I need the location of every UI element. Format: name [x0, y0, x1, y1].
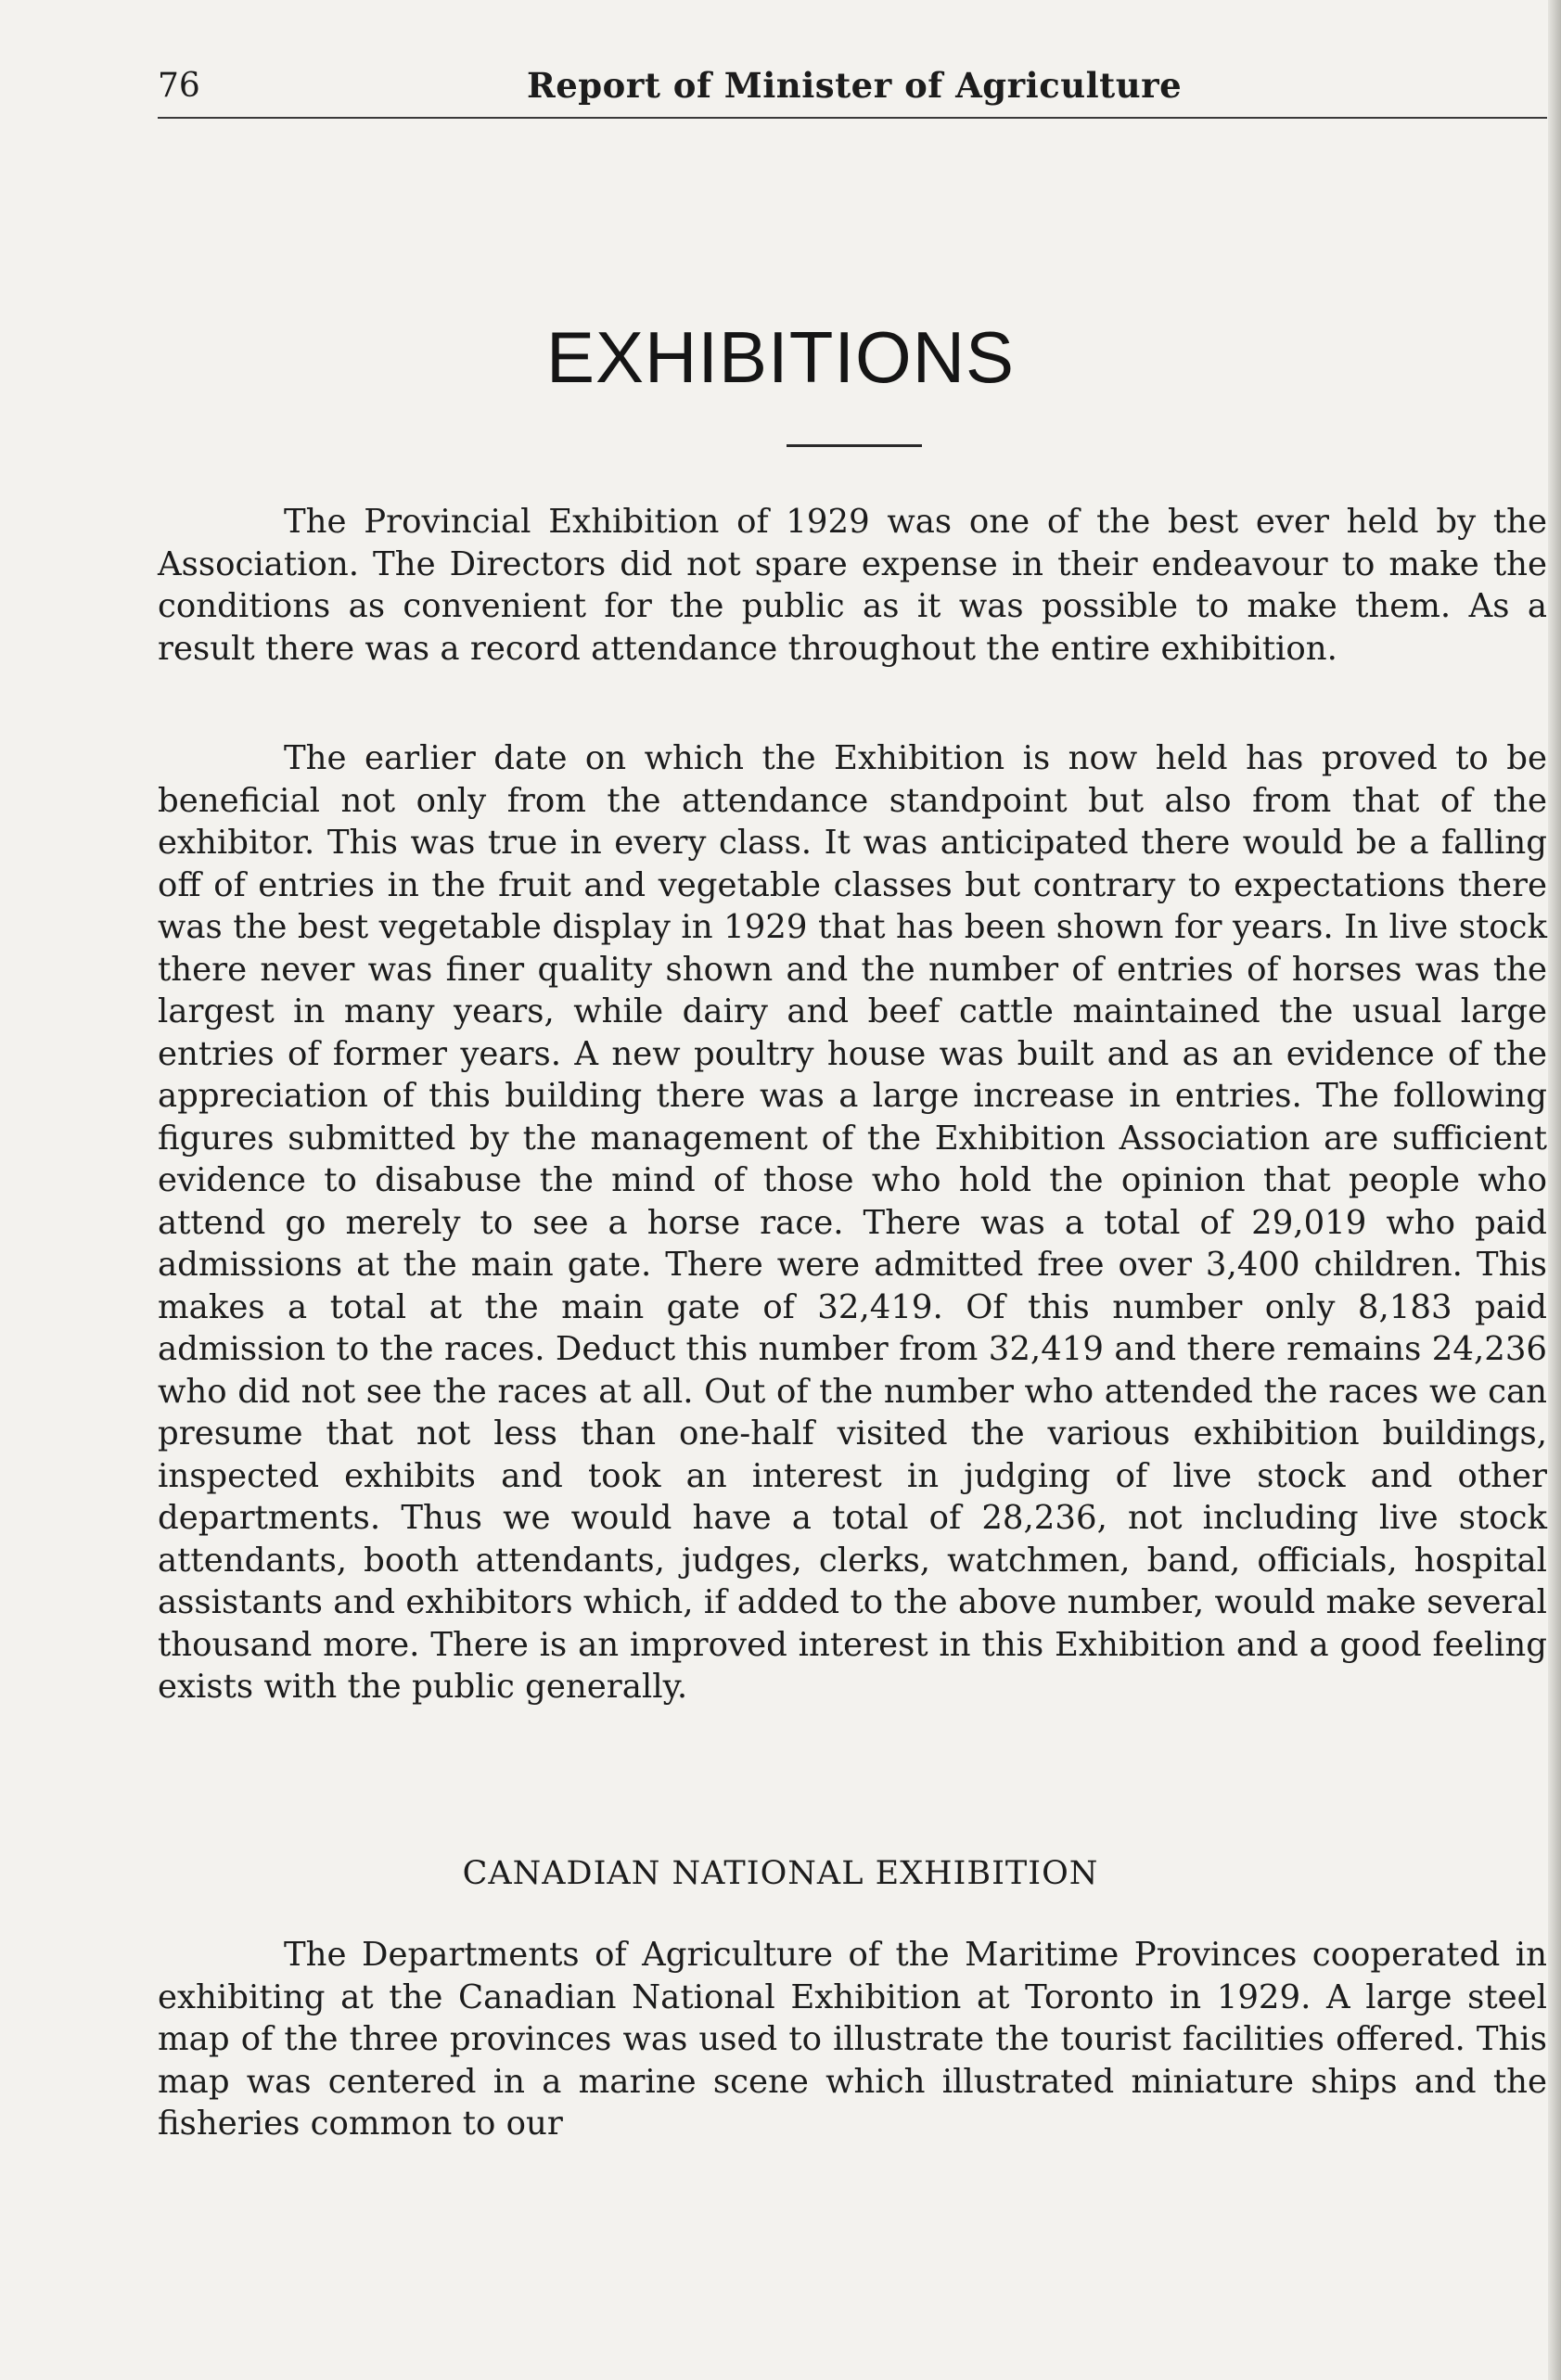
page-edge-shadow	[1548, 0, 1561, 2380]
paragraph-text: The earlier date on which the Exhibition is now held has proved to be beneficial not only from the attendance standpoint but also from that of the exhibitor. This was true in every class. It was anticipated there would be a falling off of entries in the fruit and vegetable classes but contrary to expectations there was the best vegetable display in 1929 that has been shown for years. In live stock there never was finer quality shown and the number of entries of horses was the largest in many years, while dairy and beef cattle maintained the usual large entries of former years. A new poultry house was built and as an evidence of the appreciation of this building there was a large increase in entries. The following figures submitted by the management of the Exhibition Association are sufficient evidence to disabuse the mind of those who hold the opinion that people who attend go merely to see a horse race. There was a total of 29,019 who paid admissions at the main gate. There were admitted free over 3,400 children. This makes a total at the main gate of 32,419. Of this number only 8,183 paid admission to the races. Deduct this number from 32,419 and there remains 24,236 who did not see the races at all. Out of the number who attended the races we can presume that not less than one-half visited the various exhibition buildings, inspected exhibits and took an interest in judging of live stock and other departments. Thus we would have a total of 28,236, not including live stock attendants, booth attendants, judges, clerks, watchmen, band, officials, hospital assistants and exhibitors which, if added to the above number, would make several thousand more. There is an improved interest in this Exhibition and a good feeling exists with the public generally.	[158, 739, 1547, 1706]
paragraph-text: The Departments of Agriculture of the Maritime Provinces cooperated in exhibiting at the Canadian National Exhibition at Toronto in 1929. A large steel map of the three provinces was used to illustrate the tourist facilities offered. This map was centered in a marine scene which illustrated miniature ships and the fisheries common to our	[158, 1936, 1547, 2143]
page-header	[158, 61, 1547, 119]
paragraph-canadian-national-exhibition	[158, 1934, 1547, 2145]
running-head: Report of Minister of Agriculture	[527, 65, 1183, 106]
paragraph-provincial-exhibition	[158, 501, 1547, 670]
page-number: 76	[158, 67, 200, 105]
page-title: EXHIBITIONS	[545, 316, 1016, 398]
paragraph-text: The Provincial Exhibition of 1929 was one of the best ever held by the Association. The Directors did not spare expense in their endeavour to make the conditions as convenient for the public as it was possible to make them. As a result there was a record attendance throughout the entire exhibition.	[158, 503, 1547, 668]
title-divider	[787, 444, 922, 447]
paragraph-exhibition-attendance	[158, 737, 1547, 1708]
section-heading: CANADIAN NATIONAL EXHIBITION	[462, 1855, 1099, 1892]
